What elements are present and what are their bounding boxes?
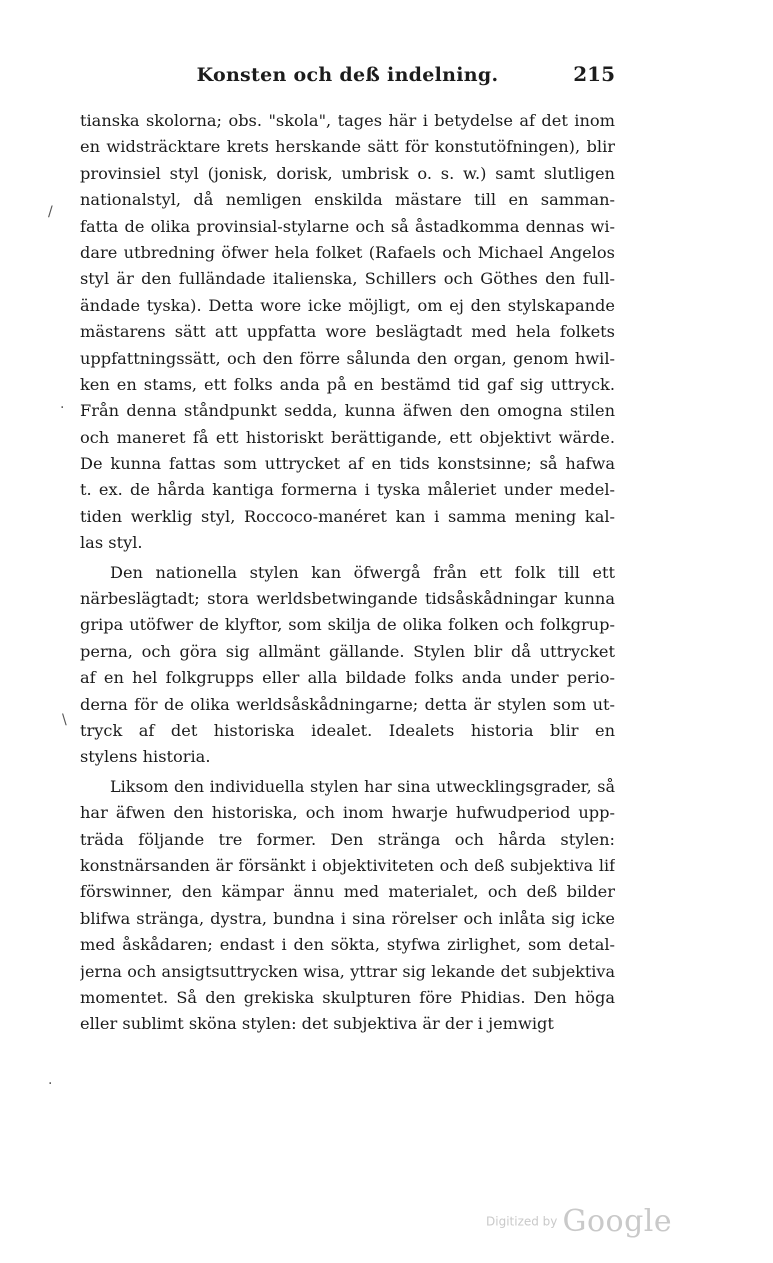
text-line: förswinner, den kämpar ännu med materialet, och deß bilder — [80, 882, 615, 902]
text-line: De kunna fattas som uttrycket af en tids konstsinne; så hafwa — [80, 454, 615, 474]
google-logo: Google — [562, 1204, 673, 1239]
margin-dot-mark: · — [48, 1076, 53, 1092]
margin-tick-mark: / — [48, 204, 53, 220]
text-line: Från denna ståndpunkt sedda, kunna äfwen den omogna stilen — [80, 401, 615, 421]
text-line: fatta de olika provinsial-stylarne och så åstadkomma dennas wi- — [80, 216, 615, 236]
text-line: dare utbredning öfwer hela folket (Rafaels och Michael Angelos — [80, 242, 615, 262]
text-line: konstnärsanden är försänkt i objektiviteten och deß subjektiva lif — [80, 855, 615, 875]
text-line: t. ex. de hårda kantiga formerna i tyska måleriet under medel- — [80, 480, 615, 500]
text-line: provinsiel styl (jonisk, dorisk, umbrisk o. s. w.) samt slutligen — [80, 163, 615, 183]
text-line: en widsträcktare krets herskande sätt för konstutöfningen), blir — [80, 137, 615, 157]
digitized-by-google-watermark — [486, 1204, 672, 1239]
paragraph — [80, 560, 615, 771]
text-line: derna för de olika werldsåskådningarne; detta är stylen som ut- — [80, 694, 615, 714]
text-line: perna, och göra sig allmänt gällande. Stylen blir då uttrycket — [80, 641, 615, 661]
page-number: 215 — [573, 62, 615, 86]
running-head — [80, 62, 615, 94]
text-line: eller sublimt sköna stylen: det subjektiva är der i jemwigt — [80, 1014, 554, 1034]
text-line: gripa utöfwer de klyftor, som skilja de olika folken och folkgrup- — [80, 615, 615, 635]
margin-tick-mark: \ — [62, 712, 67, 728]
text-line: har äfwen den historiska, och inom hwarje hufwudperiod upp- — [80, 803, 615, 823]
text-line: jerna och ansigtsuttrycken wisa, yttrar sig lekande det subjektiva — [80, 961, 615, 981]
text-line: ken en stams, ett folks anda på en bestämd tid gaf sig uttryck. — [80, 374, 615, 394]
text-line: mästarens sätt att uppfatta wore beslägtadt med hela folkets — [80, 322, 615, 342]
running-head-title: Konsten och deß indelning. — [196, 64, 499, 86]
text-line: stylens historia. — [80, 747, 211, 767]
paragraph — [80, 108, 615, 557]
text-line: och maneret få ett historiskt berättigande, ett objektivt wärde. — [80, 427, 615, 447]
text-line: momentet. Så den grekiska skulpturen före Phidias. Den höga — [80, 987, 615, 1007]
text-line: träda följande tre former. Den stränga och hårda stylen: — [80, 829, 615, 849]
text-line: tianska skolorna; obs. "skola", tages här i betydelse af det inom — [80, 111, 615, 130]
text-line: uppfattningssätt, och den förre sålunda den organ, genom hwil- — [80, 348, 615, 368]
text-line: Liksom den individuella stylen har sina utwecklingsgrader, så — [110, 776, 615, 796]
text-line: ändade tyska). Detta wore icke möjligt, om ej den stylskapande — [80, 295, 615, 315]
body-text — [80, 108, 615, 1038]
text-line: nationalstyl, då nemligen enskilda mästare till en samman- — [80, 190, 615, 210]
text-line: tiden werklig styl, Roccoco-manéret kan i samma mening kal- — [80, 506, 615, 526]
paragraph — [80, 774, 615, 1038]
text-line: med åskådaren; endast i den sökta, styfwa zirlighet, som detal- — [80, 935, 615, 955]
text-line: Den nationella stylen kan öfwergå från ett folk till ett — [110, 562, 615, 582]
watermark-prefix: Digitized by — [486, 1214, 558, 1229]
text-line: styl är den fulländade italienska, Schillers och Göthes den full- — [80, 269, 615, 289]
text-line: las styl. — [80, 533, 143, 553]
text-line: af en hel folkgrupps eller alla bildade folks anda under perio- — [80, 668, 615, 688]
margin-dot-mark: · — [60, 400, 65, 416]
text-line: blifwa stränga, dystra, bundna i sina rörelser och inlåta sig icke — [80, 908, 615, 928]
text-line: närbeslägtadt; stora werldsbetwingande tidsåskådningar kunna — [80, 589, 615, 609]
text-line: tryck af det historiska idealet. Idealets historia blir en — [80, 720, 615, 740]
